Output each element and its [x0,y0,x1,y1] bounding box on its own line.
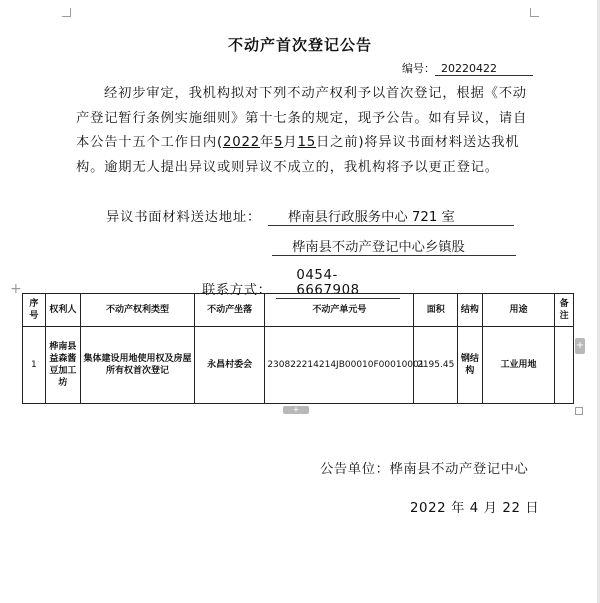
notice-paragraph [76,82,528,180]
serial-value: 20220422 [435,62,533,76]
cell-structure: 钢结构 [457,327,482,404]
deadline-day: 15 [297,135,317,150]
year-unit: 年 [260,135,275,150]
header-remark: 备注 [555,294,574,327]
announcing-unit: 公告单位：桦南县不动产登记中心 [320,462,529,477]
contact-phone: 0454-6667908 [276,268,400,299]
header-area: 面积 [414,294,458,327]
cell-no: 1 [23,327,46,404]
address-label: 异议书面材料送达地址： [106,210,262,225]
para-text-2: 日之前)将异议书面材料送达我机构。逾期无人提出异议或则异议不成立的，我机构将予以更正登记。 [76,135,520,175]
header-unit-no: 不动产单元号 [265,294,414,327]
table-resize-handle-icon[interactable] [575,407,583,415]
deadline-year: 2022 [222,135,261,150]
announcement-date: 2022 年 4 月 22 日 [410,501,540,516]
header-right-type: 不动产权利类型 [80,294,194,327]
table-header-row [23,294,574,327]
address-line-1: 桦南县行政服务中心 721 室 [268,206,514,226]
deadline-month: 5 [274,135,284,150]
address-line-2: 桦南县不动产登记中心乡镇股 [272,236,516,256]
contact-label: 联系方式： [202,283,272,298]
cell-unit-no: 230822214214JB00010F00010001 [265,327,414,404]
registration-table [22,293,574,404]
serial-number [402,60,533,76]
header-usage: 用途 [482,294,555,327]
add-row-handle-icon[interactable]: + [283,406,309,414]
page-corner-mark-right [530,8,539,17]
header-no: 序号 [23,294,46,327]
cell-usage: 工业用地 [482,327,555,404]
add-column-handle-icon[interactable]: + [575,338,585,354]
header-structure: 结构 [457,294,482,327]
page-corner-mark-left [62,8,71,17]
cell-remark [555,327,574,404]
month-unit: 月 [283,135,298,150]
table-row [23,327,574,404]
cell-right-type: 集体建设用地使用权及房屋所有权首次登记 [80,327,194,404]
table-move-handle-icon[interactable]: + [10,281,22,297]
cell-owner: 桦南县益森酱豆加工坊 [45,327,80,404]
header-location: 不动产坐落 [194,294,264,327]
cell-location: 永昌村委会 [194,327,264,404]
para-text-1: 经初步审定，我机构拟对下列不动产权利予以首次登记，根据《不动产登记暂行条例实施细则》第十七条的规定，现予公告。如有异议，请自本公告十五个工作日内( [76,86,528,150]
header-owner: 权利人 [45,294,80,327]
cell-area: 2195.45 [414,327,458,404]
document-title: 不动产首次登记公告 [227,36,372,54]
serial-label: 编号： [402,62,435,75]
